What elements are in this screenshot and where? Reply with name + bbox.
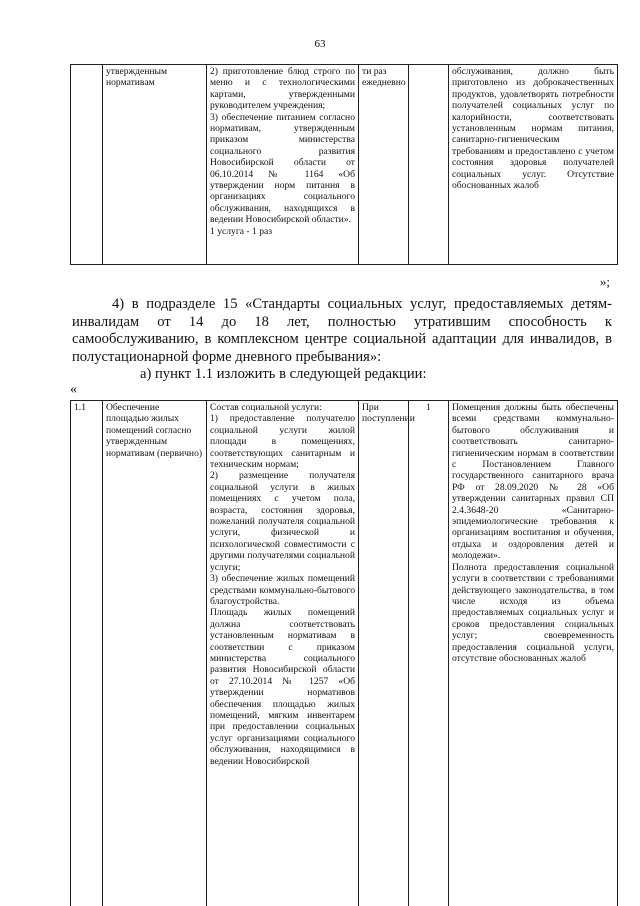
cell-service-content — [207, 65, 359, 265]
cell-frequency: При поступлении — [359, 401, 409, 906]
cell-service-name: утвержденным нормативам — [103, 65, 207, 265]
table-row — [71, 65, 618, 265]
content-item: Состав социальной услуги: — [210, 402, 322, 413]
content-item: 1) предоставление получателю социальной услуги жилой площади в помещениях, соответствующих санитарным и техническим нормам; — [210, 413, 355, 471]
quality-item: Помещения должны быть обеспечены всеми средствами коммунально-бытового обслуживания и соответствовать санитарно-гигиеническим нормам в соответствии с Постановлением Главного государственного санитарного врача РФ от 28.09.2020 № 28 «Об утверждении санитарных правил СП 2.4.3648-20 «Санитарно-эпидемиологические требования к организациям воспитания и обучения, отдыха и оздоровления детей и молодежи». — [452, 402, 614, 562]
table-row — [71, 401, 618, 906]
cell-service-name: Обеспечение площадью жилых помещений согласно утвержденным нормативам (первично) — [103, 401, 207, 906]
cell-volume — [409, 65, 449, 265]
closing-quote: »; — [599, 274, 610, 289]
cell-number: 1.1 — [71, 401, 103, 906]
services-table-top — [70, 64, 618, 265]
paragraph-item-4: 4) в подразделе 15 «Стандарты социальных услуг, предоставляемых детям-инвалидам от 14 до 18 лет, полностью утратившим способность к самообслуживанию, в комплексном центре социальной адаптации для инвалидов, в полустационарной форме дневного пребывания»: — [72, 296, 612, 365]
cell-quality-indicators: обслуживания, должно быть приготовлено из доброкачественных продуктов, удовлетворять потребности получателей социальных услуг по калорийности, соответствовать установленным нормам питания, санитарно-гигиеническим требованиям и предоставлено с учетом состояния здоровья получателей социальных услуг. Отсутствие обоснованных жалоб — [449, 65, 618, 265]
page-number: 63 — [314, 38, 326, 50]
opening-quote: « — [70, 382, 77, 397]
content-item: 3) обеспечение питанием согласно нормативам, утвержденным приказом министерства социального развития Новосибирской области от 06.10.2014 № 1164 «Об утверждении норм питания в организациях социального обслуживания, находящихся в ведении Новосибирской области». — [210, 111, 355, 226]
content-item: Площадь жилых помещений должна соответствовать установленным нормативам в соответствии с приказом министерства социального развития Новосибирской области от 27.10.2014 № 1257 «Об утверждении нормативов обеспечения площадью жилых помещений, мягким инвентарем при предоставлении социальных услуг организациями социального обслуживания, находящимися в ведении Новосибирской — [210, 607, 355, 767]
content-item: 2) размещение получателя социальной услуги в жилых помещениях с учетом пола, возраста, состояния здоровья, пожеланий получателя социальной услуги, физической и психологической совместимости с другими получателями социальной услуги; — [210, 470, 355, 573]
content-item: 2) приготовление блюд строго по меню и с технологическими картами, утвержденными руководителем учреждения; — [210, 66, 355, 112]
content-item: 3) обеспечение жилых помещений средствами коммунально-бытового благоустройства. — [210, 573, 355, 607]
cell-service-content — [207, 401, 359, 906]
services-table-bottom — [70, 400, 618, 906]
cell-quality-indicators — [449, 401, 618, 906]
content-item: 1 услуга - 1 раз — [210, 225, 273, 237]
cell-frequency: ти раз ежедневно — [359, 65, 409, 265]
quality-item: Полнота предоставления социальной услуги в соответствии с требованиями действующего законодательства, в том числе исходя из объема предоставляемых социальных услуг и сроков предоставления социальных услуг; своевременность предоставления социальной услуги, отсутствие обоснованных жалоб — [452, 561, 614, 664]
paragraph-subitem-a: а) пункт 1.1 изложить в следующей редакции: — [140, 366, 427, 382]
cell-number — [71, 65, 103, 265]
cell-volume: 1 — [409, 401, 449, 906]
